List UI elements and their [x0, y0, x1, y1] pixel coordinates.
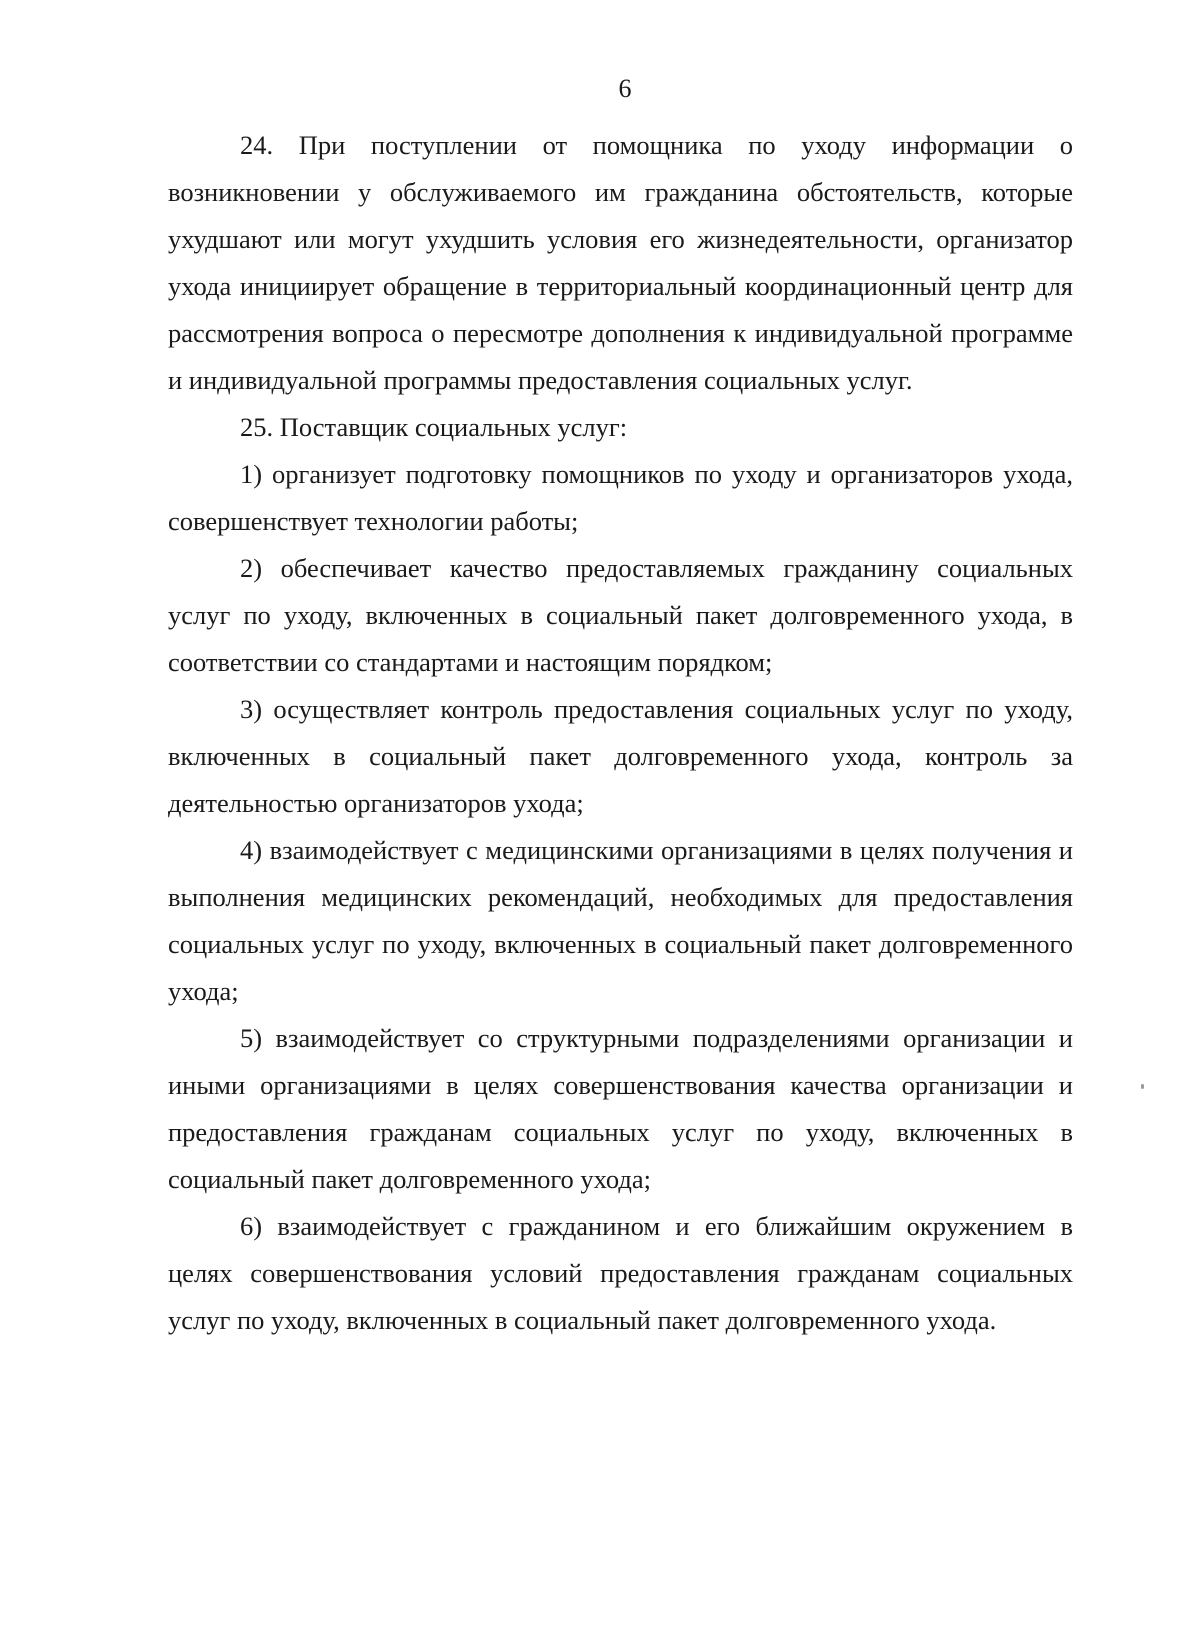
list-item-5: 5) взаимодействует со структурными подразделениями организации и иными организациями в целях совершенствования качества организации и предоставления гражданам социальных услуг по уходу, включенных в социальный пакет долговременного ухода; [168, 1023, 1073, 1194]
list-item-6: 6) взаимодействует с гражданином и его ближайшим окружением в целях совершенствования условий предоставления гражданам социальных услуг по уходу, включенных в социальный пакет долговременного ухода. [168, 1211, 1073, 1335]
page-number: 6 [618, 74, 632, 103]
paragraph-24: 24. При поступлении от помощника по уходу информации о возникновении у обслуживаемого им гражданина обстоятельств, которые ухудшают или могут ухудшить условия его жизнедеятельности, организатор ухода инициирует обращение в территориальный координационный центр для рассмотрения вопроса о пересмотре дополнения к индивидуальной программе и индивидуальной программы предоставления социальных услуг. [168, 130, 1073, 395]
paragraph-25: 25. Поставщик социальных услуг: [240, 412, 628, 442]
document-body [168, 122, 1073, 1344]
list-item-1: 1) организует подготовку помощников по уходу и организаторов ухода, совершенствует технологии работы; [168, 459, 1073, 536]
list-item-3: 3) осуществляет контроль предоставления социальных услуг по уходу, включенных в социальный пакет долговременного ухода, контроль за деятельностью организаторов ухода; [168, 694, 1073, 818]
list-item-4: 4) взаимодействует с медицинскими организациями в целях получения и выполнения медицинских рекомендаций, необходимых для предоставления социальных услуг по уходу, включенных в социальный пакет долговременного ухода; [168, 835, 1073, 1006]
list-item-2: 2) обеспечивает качество предоставляемых гражданину социальных услуг по уходу, включенных в социальный пакет долговременного ухода, в соответствии со стандартами и настоящим порядком; [168, 553, 1073, 677]
scan-speck [1141, 1084, 1144, 1089]
